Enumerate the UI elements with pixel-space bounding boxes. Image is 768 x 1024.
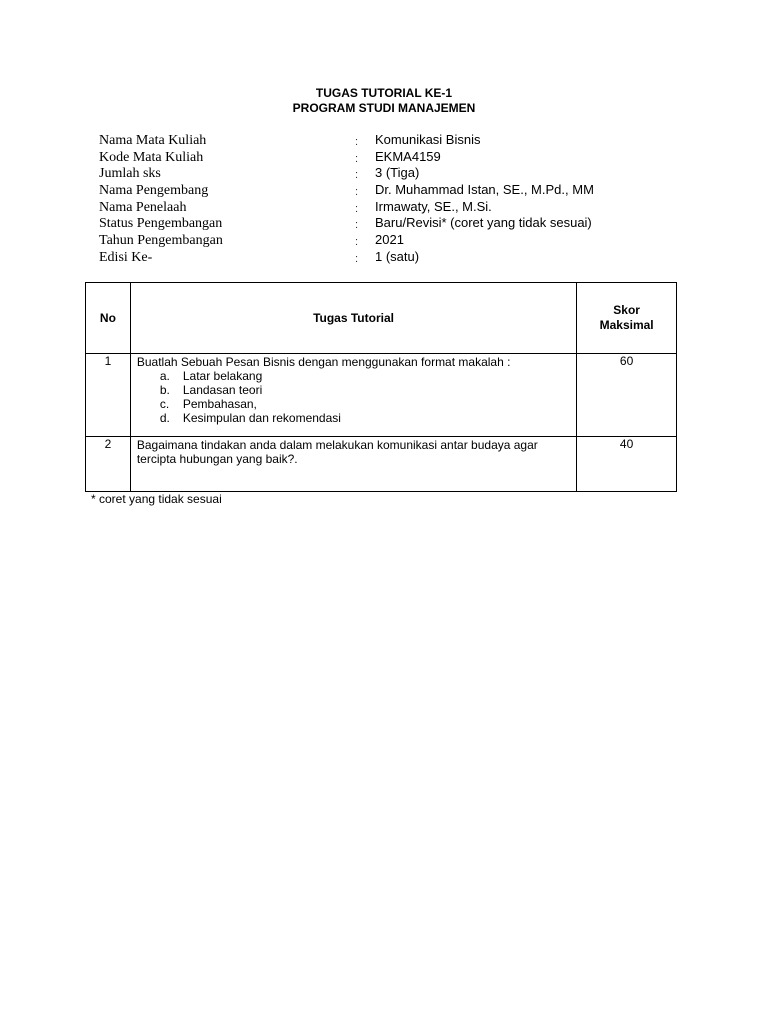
list-item xyxy=(137,369,570,383)
document-subtitle: PROGRAM STUDI MANAJEMEN xyxy=(292,101,476,115)
row-number: 1 xyxy=(86,354,131,437)
info-value: Dr. Muhammad Istan, SE., M.Pd., MM xyxy=(375,182,594,198)
table-header-row xyxy=(86,283,677,354)
tutorial-task-table xyxy=(85,282,677,492)
info-value: EKMA4159 xyxy=(375,148,441,164)
task-cell xyxy=(130,354,576,437)
task-question: Bagaimana tindakan anda dalam melakukan komunikasi antar budaya agar tercipta hubungan yang baik?. xyxy=(136,438,538,466)
header-score-line2: Maksimal xyxy=(599,318,654,332)
max-score: 40 xyxy=(577,437,677,492)
info-label: Kode Mata Kuliah xyxy=(99,149,204,165)
header-task: Tugas Tutorial xyxy=(130,283,576,354)
info-label: Status Pengembangan xyxy=(99,216,223,232)
footnote: * coret yang tidak sesuai xyxy=(91,492,222,506)
document-title: TUGAS TUTORIAL KE-1 xyxy=(315,86,453,100)
task-cell xyxy=(130,437,576,492)
list-item xyxy=(137,383,570,397)
info-separator: : xyxy=(355,152,359,165)
row-number: 2 xyxy=(86,437,131,492)
list-item-text: Latar belakang xyxy=(182,369,263,383)
info-value: Komunikasi Bisnis xyxy=(375,132,481,147)
table-row xyxy=(86,354,677,437)
list-item xyxy=(137,411,570,425)
info-label: Nama Mata Kuliah xyxy=(99,133,207,148)
table-row xyxy=(86,437,677,492)
header-score-line1: Skor xyxy=(613,303,640,317)
header-no: No xyxy=(86,283,131,354)
list-item xyxy=(137,397,570,411)
list-item-text: Landasan teori xyxy=(182,383,263,397)
info-separator: : xyxy=(355,252,359,265)
list-marker: d. xyxy=(159,411,170,425)
info-value: 2021 xyxy=(375,232,404,248)
info-separator: : xyxy=(355,169,359,182)
task-text xyxy=(131,354,576,425)
header-score xyxy=(577,283,677,354)
info-label: Tahun Pengembangan xyxy=(99,233,223,249)
info-label: Nama Penelaah xyxy=(99,199,187,215)
info-separator: : xyxy=(355,186,359,199)
list-marker: b. xyxy=(159,383,170,397)
info-separator: : xyxy=(355,219,359,232)
list-marker: a. xyxy=(159,369,170,383)
info-label: Jumlah sks xyxy=(99,166,161,182)
info-value: 3 (Tiga) xyxy=(375,165,420,181)
max-score: 60 xyxy=(577,354,677,437)
info-value: Baru/Revisi* (coret yang tidak sesuai) xyxy=(375,215,592,231)
info-separator: : xyxy=(355,236,359,249)
list-item-text: Pembahasan, xyxy=(182,397,257,411)
info-label: Edisi Ke- xyxy=(99,249,153,265)
info-value: Irmawaty, SE., M.Si. xyxy=(375,198,492,214)
info-label: Nama Pengembang xyxy=(99,183,209,199)
info-value: 1 (satu) xyxy=(375,248,420,264)
info-separator: : xyxy=(355,202,359,215)
list-item-text: Kesimpulan dan rekomendasi xyxy=(182,411,341,425)
task-question: Buatlah Sebuah Pesan Bisnis dengan menggunakan format makalah : xyxy=(136,355,511,369)
list-marker: c. xyxy=(159,397,170,411)
task-sublist xyxy=(137,369,570,425)
info-separator: : xyxy=(355,136,359,148)
